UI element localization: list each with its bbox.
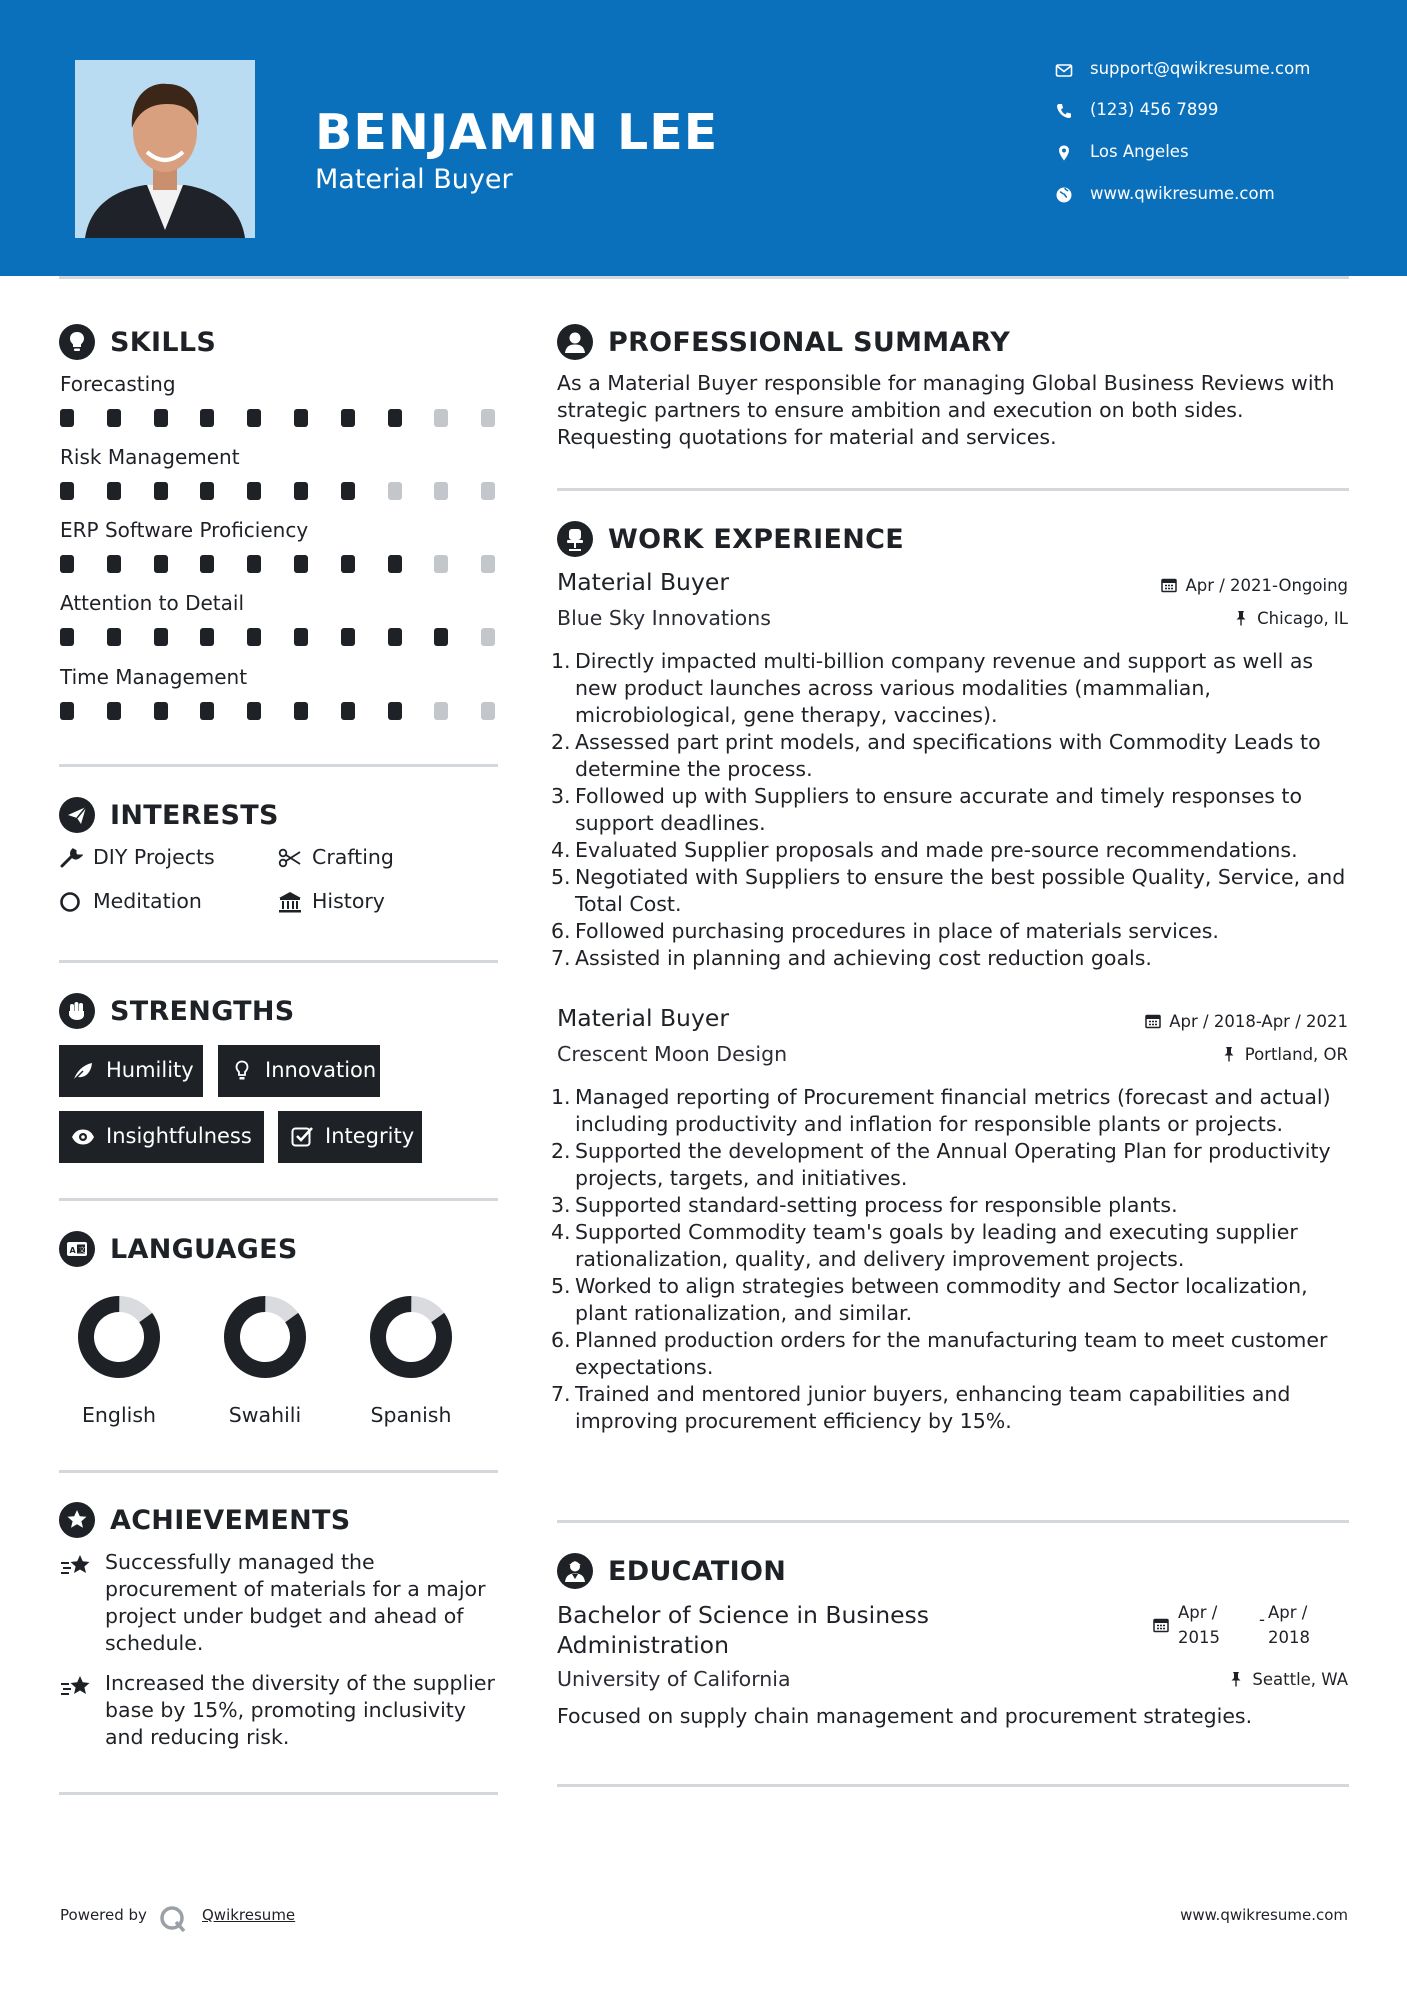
- lightbulb-icon: [59, 324, 95, 360]
- summary-text: As a Material Buyer responsible for managing Global Business Reviews with strategic partners to ensure ambition and execution on both sides. Requesting quotations for material and services.: [557, 371, 1335, 449]
- circle-icon: [59, 891, 83, 913]
- list-item: 3. Supported standard-setting process for responsible plants.: [551, 1193, 1178, 1217]
- skill-dot-filled: [388, 409, 402, 427]
- shooting-star-icon: [60, 1674, 94, 1702]
- wrench-icon: [59, 847, 83, 869]
- qwikresume-logo-icon: [158, 1904, 188, 1934]
- language-item: Swahili: [205, 1293, 325, 1453]
- skill-dot-filled: [60, 409, 74, 427]
- translate-icon: [59, 1231, 95, 1267]
- pushpin-icon: [1233, 610, 1249, 626]
- achievement-item: Increased the diversity of the supplier base by 15%, promoting inclusivity and reducing risk.: [60, 1670, 510, 1760]
- lightbulb-icon: [230, 1059, 254, 1083]
- strength-tag: Humility: [59, 1045, 203, 1097]
- job-responsibilities: [551, 1084, 1355, 1435]
- skill-dot-filled: [294, 628, 308, 646]
- job-title: Material Buyer: [557, 568, 729, 596]
- list-item: 4. Supported Commodity team's goals by leading and executing supplier rationalization, quality, and delivery improvement projects.: [551, 1220, 1298, 1271]
- star-badge-icon: [59, 1502, 95, 1538]
- header-divider: [59, 276, 1349, 279]
- skill-rating: [60, 482, 500, 500]
- skill-dot-filled: [388, 555, 402, 573]
- user-icon: [557, 324, 593, 360]
- strength-tag: Insightfulness: [59, 1111, 264, 1163]
- calendar-icon: [1153, 1617, 1169, 1633]
- skill-dot-filled: [60, 555, 74, 573]
- globe-icon: [1055, 186, 1073, 204]
- skill-name: ERP Software Proficiency: [60, 518, 309, 542]
- strength-tag: Integrity: [278, 1111, 422, 1163]
- skill-dot-filled: [107, 409, 121, 427]
- skill-dot-filled: [294, 555, 308, 573]
- skill-dot-filled: [434, 628, 448, 646]
- candidate-role: Material Buyer: [315, 164, 513, 195]
- candidate-name: BENJAMIN LEE: [315, 104, 719, 161]
- section-divider: [59, 960, 498, 963]
- calendar-icon: [1161, 577, 1177, 593]
- footer-website[interactable]: www.qwikresume.com: [1180, 1906, 1348, 1924]
- job-location: Portland, OR: [1221, 1045, 1348, 1064]
- skill-dot-filled: [341, 702, 355, 720]
- skill-dot-filled: [200, 409, 214, 427]
- skill-dot-filled: [388, 702, 402, 720]
- qwikresume-link[interactable]: Qwikresume: [202, 1906, 296, 1924]
- skill-dot-empty: [481, 628, 495, 646]
- calendar-icon: [1145, 1013, 1161, 1029]
- language-item: Spanish: [351, 1293, 471, 1453]
- skill-dot-filled: [200, 555, 214, 573]
- list-item: 2. Assessed part print models, and specifications with Commodity Leads to determine the process.: [551, 730, 1321, 781]
- svg-text:A: A: [69, 1246, 76, 1255]
- company-name: Crescent Moon Design: [557, 1042, 788, 1066]
- skill-dot-empty: [481, 409, 495, 427]
- resume-header: BENJAMIN LEE Material Buyer support@qwikresume.com (123) 456 7899 Los Angeles www.qwikresume.com: [0, 0, 1407, 276]
- skill-dot-filled: [60, 482, 74, 500]
- skill-dot-filled: [294, 702, 308, 720]
- skill-rating: [60, 702, 500, 720]
- skill-dot-filled: [200, 628, 214, 646]
- skill-dot-filled: [107, 628, 121, 646]
- date-separator: -: [1259, 1610, 1265, 1629]
- section-divider: [59, 764, 498, 767]
- paper-plane-icon: [59, 797, 95, 833]
- list-item: 1. Directly impacted multi-billion company revenue and support as well as new product launches across various modalities (mammalian, microbiological, gene therapy, vaccines).: [551, 649, 1314, 727]
- list-item: 7. Trained and mentored junior buyers, enhancing team capabilities and improving procurement efficiency by 15%.: [551, 1382, 1291, 1433]
- skill-dot-filled: [247, 555, 261, 573]
- skill-dot-filled: [294, 409, 308, 427]
- section-divider: [557, 1520, 1349, 1523]
- section-divider: [557, 1784, 1349, 1787]
- strength-tag: Innovation: [218, 1045, 380, 1097]
- scissors-icon: [278, 847, 302, 869]
- eye-icon: [71, 1125, 95, 1149]
- education-location: Seattle, WA: [1228, 1670, 1348, 1689]
- skill-dot-filled: [107, 702, 121, 720]
- check-square-icon: [290, 1125, 314, 1149]
- skill-rating: [60, 628, 500, 646]
- job-location: Chicago, IL: [1233, 609, 1348, 628]
- skill-dot-filled: [294, 482, 308, 500]
- skill-dot-filled: [60, 702, 74, 720]
- section-divider: [557, 488, 1349, 491]
- skill-dot-filled: [154, 555, 168, 573]
- list-item: 1. Managed reporting of Procurement financial metrics (forecast and actual) including productivity and inflation for responsible plants or projects.: [551, 1085, 1331, 1136]
- map-pin-icon: [1055, 144, 1073, 162]
- degree-title: Bachelor of Science in Business Administration: [557, 1601, 930, 1659]
- skill-name: Risk Management: [60, 445, 240, 469]
- job-date: Apr / 2018-Apr / 2021: [1145, 1012, 1348, 1031]
- section-divider: [59, 1470, 498, 1473]
- education-start-date: Apr / 2015: [1178, 1603, 1220, 1647]
- education-description: Focused on supply chain management and procurement strategies.: [557, 1704, 1253, 1728]
- job-responsibilities: [551, 648, 1355, 972]
- skill-dot-filled: [200, 482, 214, 500]
- skill-dot-filled: [388, 628, 402, 646]
- company-name: Blue Sky Innovations: [557, 606, 771, 630]
- list-item: 7. Assisted in planning and achieving cost reduction goals.: [551, 946, 1152, 970]
- skill-rating: [60, 409, 500, 427]
- list-item: 4. Evaluated Supplier proposals and made pre-source recommendations.: [551, 838, 1298, 862]
- job-title: Material Buyer: [557, 1004, 729, 1032]
- language-level-ring: [221, 1293, 309, 1381]
- school-name: University of California: [557, 1667, 791, 1691]
- skill-dot-filled: [107, 482, 121, 500]
- skill-dot-filled: [200, 702, 214, 720]
- skill-dot-filled: [107, 555, 121, 573]
- list-item: 5. Negotiated with Suppliers to ensure the best possible Quality, Service, and Total Cost.: [551, 865, 1346, 916]
- list-item: 2. Supported the development of the Annual Operating Plan for productivity projects, targets, and initiatives.: [551, 1139, 1331, 1190]
- skill-dot-filled: [154, 628, 168, 646]
- skill-dot-filled: [154, 702, 168, 720]
- skill-name: Attention to Detail: [60, 591, 245, 615]
- museum-icon: [278, 891, 302, 913]
- skill-dot-empty: [434, 409, 448, 427]
- skill-dot-filled: [247, 482, 261, 500]
- pushpin-icon: [1228, 1671, 1244, 1687]
- leaf-icon: [71, 1059, 95, 1083]
- language-level-ring: [367, 1293, 455, 1381]
- skill-dot-empty: [481, 555, 495, 573]
- skill-name: Time Management: [60, 665, 248, 689]
- skill-dot-filled: [341, 409, 355, 427]
- skill-dot-empty: [481, 702, 495, 720]
- language-level-ring: [75, 1293, 163, 1381]
- section-divider: [59, 1198, 498, 1201]
- skill-dot-filled: [247, 702, 261, 720]
- skill-dot-filled: [247, 409, 261, 427]
- fist-icon: [59, 993, 95, 1029]
- skill-dot-filled: [341, 628, 355, 646]
- list-item: 6. Followed purchasing procedures in place of materials services.: [551, 919, 1219, 943]
- svg-text:文: 文: [78, 1246, 86, 1254]
- graduate-icon: [557, 1553, 593, 1589]
- list-item: 3. Followed up with Suppliers to ensure accurate and timely responses to support deadlines.: [551, 784, 1302, 835]
- skill-dot-empty: [481, 482, 495, 500]
- office-chair-icon: [557, 521, 593, 557]
- skill-dot-filled: [341, 482, 355, 500]
- envelope-icon: [1055, 61, 1073, 79]
- shooting-star-icon: [60, 1553, 94, 1581]
- skill-name: Forecasting: [60, 372, 176, 396]
- skill-dot-filled: [247, 628, 261, 646]
- profile-photo: [75, 60, 255, 238]
- language-item: English: [59, 1293, 179, 1453]
- skill-dot-empty: [434, 482, 448, 500]
- skill-dot-filled: [341, 555, 355, 573]
- skill-dot-filled: [154, 409, 168, 427]
- pushpin-icon: [1221, 1046, 1237, 1062]
- list-item: 5. Worked to align strategies between commodity and Sector localization, plant rationalization, and similar.: [551, 1274, 1308, 1325]
- job-date: Apr / 2021-Ongoing: [1161, 576, 1348, 595]
- section-divider: [59, 1792, 498, 1795]
- skill-dot-filled: [154, 482, 168, 500]
- skill-dot-empty: [434, 702, 448, 720]
- skill-dot-empty: [388, 482, 402, 500]
- skill-rating: [60, 555, 500, 573]
- phone-icon: [1055, 102, 1073, 120]
- skill-dot-empty: [434, 555, 448, 573]
- achievement-item: Successfully managed the procurement of materials for a major project under budget and ahead of schedule.: [60, 1549, 510, 1664]
- list-item: 6. Planned production orders for the manufacturing team to meet customer expectations.: [551, 1328, 1328, 1379]
- skill-dot-filled: [60, 628, 74, 646]
- education-end-date: Apr / 2018: [1268, 1603, 1310, 1647]
